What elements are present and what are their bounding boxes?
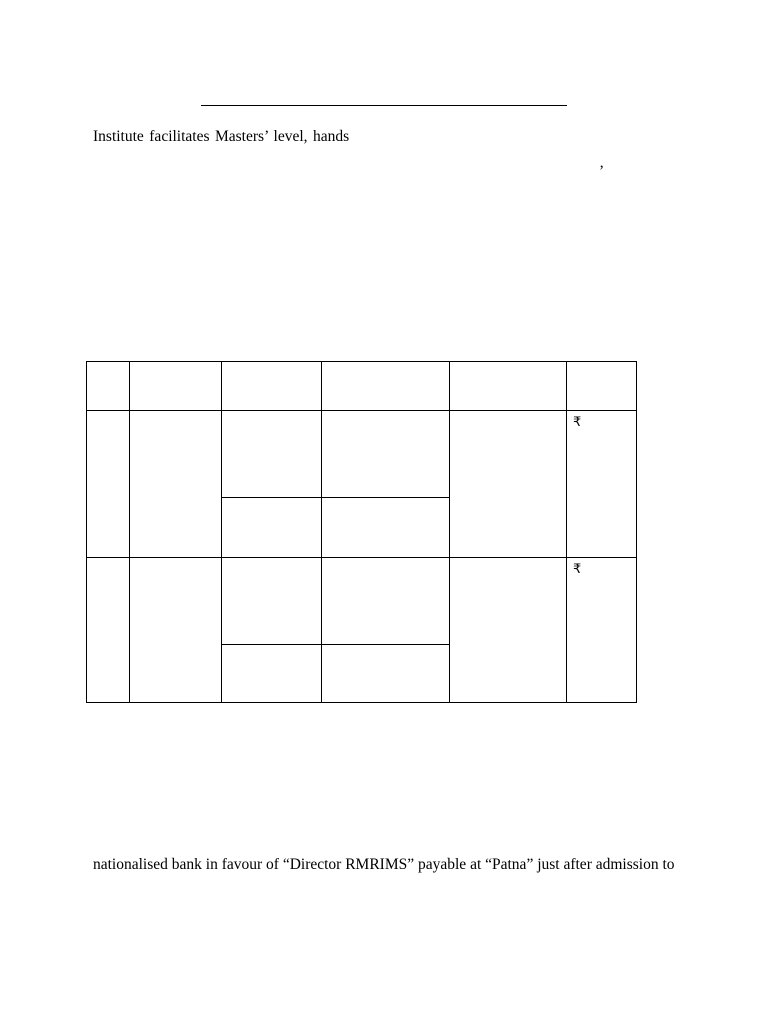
table-cell bbox=[222, 411, 322, 498]
table-cell bbox=[222, 498, 322, 558]
table-header-cell bbox=[87, 362, 130, 411]
rupee-symbol: ₹ bbox=[573, 562, 582, 577]
heading-rule bbox=[201, 105, 567, 106]
table-cell bbox=[87, 558, 130, 703]
table-cell bbox=[450, 411, 567, 558]
fee-cell bbox=[567, 411, 637, 558]
table-header-cell bbox=[130, 362, 222, 411]
table-header-cell bbox=[450, 362, 567, 411]
table-cell bbox=[322, 558, 450, 645]
stray-apostrophe: ’ bbox=[599, 163, 605, 180]
table-cell bbox=[130, 558, 222, 703]
table-header-cell bbox=[567, 362, 637, 411]
fee-table bbox=[86, 361, 637, 703]
table-cell bbox=[450, 558, 567, 703]
table-cell bbox=[322, 411, 450, 498]
table-cell bbox=[322, 645, 450, 703]
table-cell bbox=[222, 558, 322, 645]
table-cell bbox=[322, 498, 450, 558]
table-cell bbox=[130, 411, 222, 558]
footer-text: nationalised bank in favour of “Director RMRIMS” payable at “Patna” just after admission to bbox=[93, 856, 675, 873]
table-header-cell bbox=[222, 362, 322, 411]
intro-text: Institute facilitates Masters’ level, hands bbox=[93, 128, 350, 145]
table-cell bbox=[87, 411, 130, 558]
table-cell bbox=[222, 645, 322, 703]
table-header-cell bbox=[322, 362, 450, 411]
fee-cell bbox=[567, 558, 637, 703]
rupee-symbol: ₹ bbox=[573, 415, 582, 430]
